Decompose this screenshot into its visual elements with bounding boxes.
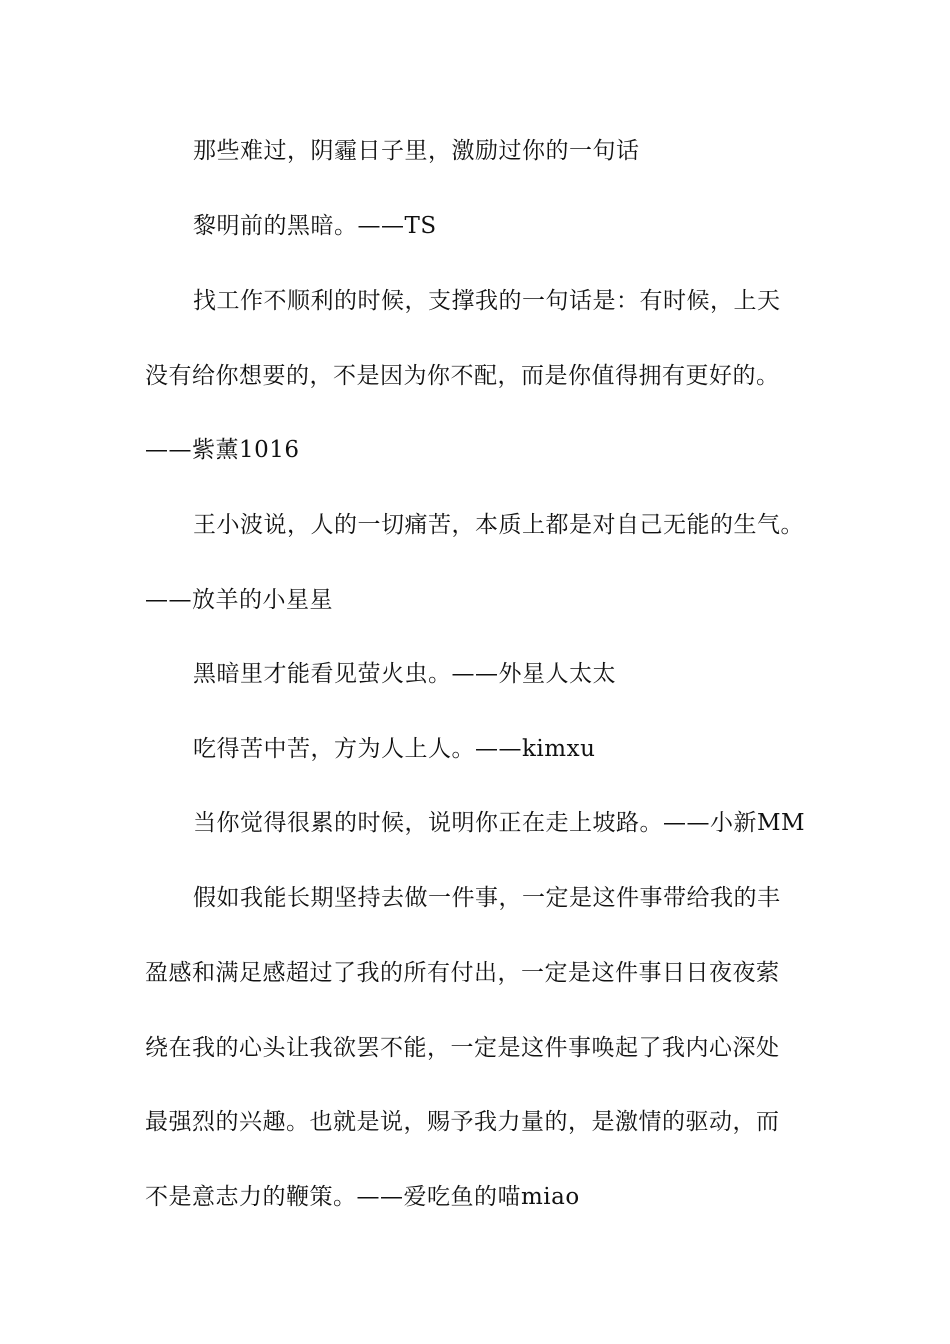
text-line: ——紫薰1016: [145, 437, 300, 463]
text-line: 黎明前的黑暗。——TS: [193, 213, 437, 239]
text-line: 当你觉得很累的时候，说明你正在走上坡路。——小新MM: [193, 810, 806, 836]
text-line: 假如我能长期坚持去做一件事，一定是这件事带给我的丰: [193, 885, 781, 911]
text-line: 绕在我的心头让我欲罢不能，一定是这件事唤起了我内心深处: [145, 1035, 780, 1061]
text-line: 吃得苦中苦，方为人上人。——kimxu: [193, 736, 596, 762]
text-line: 没有给你想要的，不是因为你不配，而是你值得拥有更好的。: [145, 363, 780, 389]
text-line: 找工作不顺利的时候，支撑我的一句话是：有时候，上天: [193, 288, 781, 314]
text-line: 盈感和满足感超过了我的所有付出，一定是这件事日日夜夜萦: [145, 960, 780, 986]
text-line: 黑暗里才能看见萤火虫。——外星人太太: [193, 661, 616, 687]
text-line: 那些难过，阴霾日子里，激励过你的一句话: [193, 138, 640, 164]
text-line: 最强烈的兴趣。也就是说，赐予我力量的，是激情的驱动，而: [145, 1109, 780, 1135]
text-line: 王小波说，人的一切痛苦，本质上都是对自己无能的生气。: [193, 512, 804, 538]
text-line: ——放羊的小星星: [145, 587, 333, 613]
text-line: 不是意志力的鞭策。——爱吃鱼的喵miao: [145, 1184, 580, 1210]
